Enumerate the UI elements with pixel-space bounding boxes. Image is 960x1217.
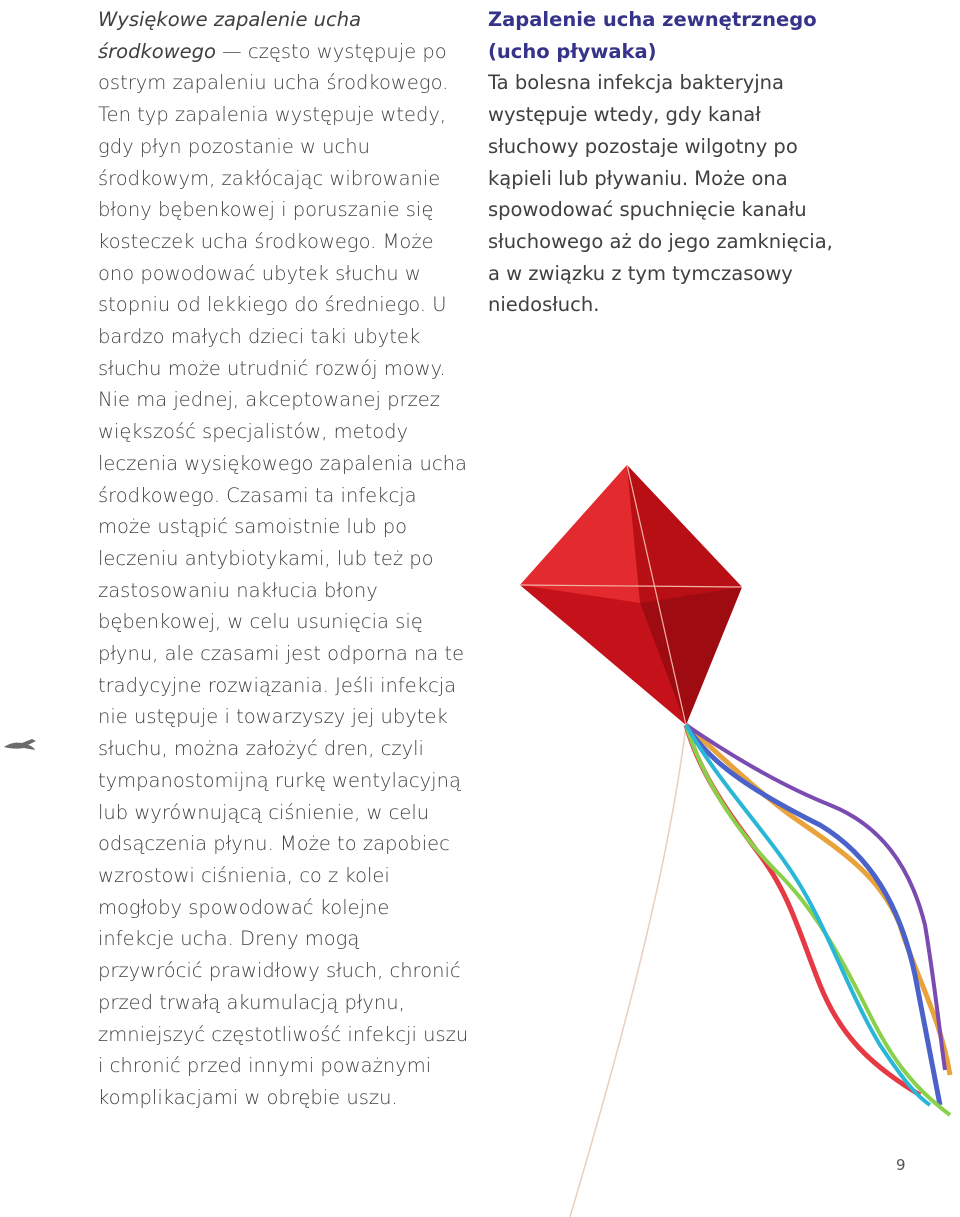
page-number: 9	[896, 1156, 906, 1174]
right-body-text: Ta bolesna infekcja bakteryjna występuje wtedy, gdy kanał słuchowy pozostaje wilgotny po kąpieli lub pływaniu. Może ona spowodować spuchnięcie kanału słuchowego aż do jego zamknięcia, a w związku z tym tymczasowy niedosłuch.	[488, 71, 833, 317]
right-text-column	[488, 4, 848, 321]
lead-term: Wysiękowe zapalenie ucha środkowego	[98, 8, 362, 63]
left-text-column	[98, 4, 470, 1114]
section-heading: Zapalenie ucha zewnętrznego (ucho pływaka)	[488, 8, 817, 63]
kite-illustration	[520, 455, 960, 1217]
left-body-text: — często występuje po ostrym zapaleniu ucha środkowego. Ten typ zapalenia występuje wtedy, gdy płyn pozostanie w uchu środkowym, zakłócając wibrowanie błony bębenkowej i poruszanie się kosteczek ucha środkowego. Może ono powodować ubytek słuchu w stopniu od lekkiego do średniego. U bardzo małych dzieci taki ubytek słuchu może utrudnić rozwój mowy. Nie ma jednej, akceptowanej przez większość specjalistów, metody leczenia wysiękowego zapalenia ucha środkowego. Czasami ta infekcja może ustąpić samoistnie lub po leczeniu antybiotykami, lub też po zastosowaniu nakłucia błony bębenkowej, w celu usunięcia się płynu, ale czasami jest odporna na te tradycyjne rozwiązania. Jeśli infekcja nie ustępuje i towarzyszy jej ubytek słuchu, można założyć dren, czyli tympanostomijną rurkę wentylacyjną lub wyrównującą ciśnienie, w celu odsączenia płynu. Może to zapobiec wzrostowi ciśnienia, co z kolei mogłoby spowodować kolejne infekcje ucha. Dreny mogą przywrócić prawidłowy słuch, chronić przed trwałą akumulacją płynu, zmniejszyć częstotliwość infekcji uszu i chronić przed innymi poważnymi komplikacjami w obrębie uszu.	[98, 39, 469, 1109]
bird-icon	[2, 733, 38, 755]
left-paragraph	[98, 4, 470, 1114]
